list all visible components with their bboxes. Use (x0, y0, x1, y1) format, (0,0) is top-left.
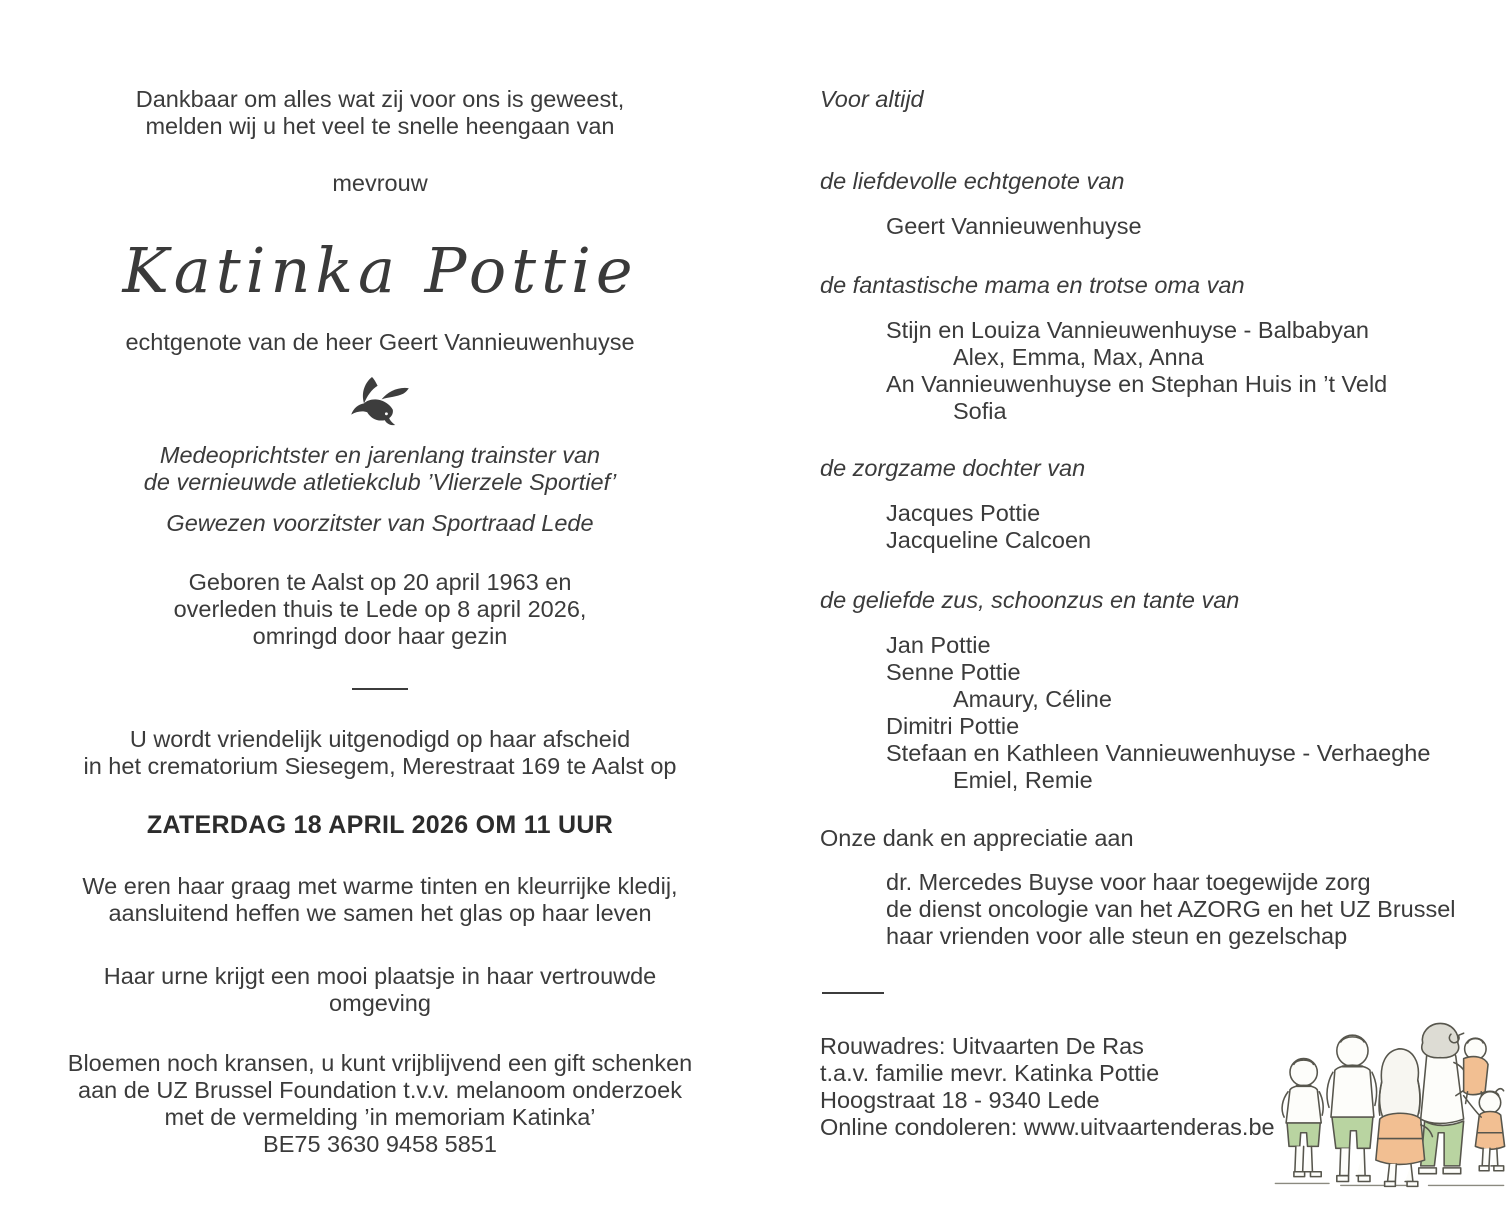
section-label-spouse: de liefdevolle echtgenote van (820, 168, 1125, 194)
section-names (820, 500, 1480, 554)
family-name: An Vannieuwenhuyse en Stephan Huis in ’t Veld (886, 371, 1388, 397)
ceremony-datetime: ZATERDAG 18 APRIL 2026 OM 11 UUR (146, 811, 614, 839)
intro-line: Dankbaar om alles wat zij voor ons is geweest, (135, 86, 625, 112)
section-label-children: de fantastische mama en trotse oma van (820, 272, 1245, 298)
family-name: Dimitri Pottie (886, 713, 1020, 739)
invitation-line: U wordt vriendelijk uitgenodigd op haar afscheid (129, 726, 631, 752)
thanks-line: dr. Mercedes Buyse voor haar toegewijde zorg (886, 869, 1371, 895)
spouse-line: echtgenote van de heer Geert Vannieuwenhuyse (125, 329, 635, 355)
thanks-heading: Onze dank en appreciatie aan (820, 825, 1134, 851)
invitation-line: in het crematorium Siesegem, Merestraat 169 te Aalst op (83, 753, 677, 779)
life-dates-text (60, 569, 700, 650)
family-name: Jacqueline Calcoen (886, 527, 1092, 553)
address-line: t.a.v. familie mevr. Katinka Pottie (820, 1060, 1160, 1086)
role-second-line: Gewezen voorzitster van Sportraad Lede (166, 510, 594, 536)
role-line: Medeoprichtster en jarenlang trainster van (159, 442, 601, 468)
divider-line (352, 688, 408, 690)
family-name: Jacques Pottie (886, 500, 1041, 526)
family-name: Stijn en Louiza Vannieuwenhuyse - Balbabyan (886, 317, 1369, 343)
divider-line (822, 992, 884, 994)
left-column (60, 86, 700, 1158)
section-names (820, 317, 1480, 425)
urn-line: Haar urne krijgt een mooi plaatsje in haar vertrouwde omgeving (103, 963, 657, 1016)
life-line: omringd door haar gezin (252, 623, 508, 649)
family-name: Jan Pottie (886, 632, 991, 658)
donation-text (60, 1050, 700, 1158)
family-name: Emiel, Remie (953, 767, 1093, 793)
life-line: Geboren te Aalst op 20 april 1963 en (188, 569, 572, 595)
address-line: Rouwadres: Uitvaarten De Ras (820, 1033, 1144, 1059)
section-label-siblings: de geliefde zus, schoonzus en tante van (820, 587, 1240, 613)
family-name: Senne Pottie (886, 659, 1021, 685)
life-line: overleden thuis te Lede op 8 april 2026, (173, 596, 587, 622)
dress-line: We eren haar graag met warme tinten en kleurrijke kledij, (82, 873, 678, 899)
section-label-parents: de zorgzame dochter van (820, 455, 1086, 481)
dress-code-text (60, 873, 700, 927)
deceased-name: Katinka Pottie (122, 234, 638, 307)
thanks-line: de dienst oncologie van het AZORG en het UZ Brussel (886, 896, 1456, 922)
donation-line: Bloemen noch kransen, u kunt vrijblijvend een gift schenken (67, 1050, 693, 1076)
family-name: Amaury, Céline (953, 686, 1112, 712)
dress-line: aansluitend heffen we samen het glas op haar leven (108, 900, 652, 926)
family-group-drawing (1272, 1002, 1507, 1202)
forever-heading: Voor altijd (820, 86, 924, 112)
donation-line: aan de UZ Brussel Foundation t.v.v. melanoom onderzoek (78, 1077, 682, 1103)
right-column (820, 86, 1480, 1141)
section-names (820, 213, 1480, 240)
donation-line: met de vermelding ’in memoriam Katinka’ (164, 1104, 596, 1130)
salutation: mevrouw (332, 170, 428, 196)
family-name: Geert Vannieuwenhuyse (886, 213, 1142, 239)
family-name: Alex, Emma, Max, Anna (953, 344, 1204, 370)
roles-text (60, 442, 700, 496)
role-line: de vernieuwde atletiekclub ’Vlierzele Sportief’ (143, 469, 617, 495)
family-name: Sofia (953, 398, 1007, 424)
address-line: Hoogstraat 18 - 9340 Lede (820, 1087, 1100, 1113)
thanks-text (820, 869, 1480, 950)
donation-account-number: BE75 3630 9458 5851 (263, 1131, 497, 1157)
swallow-icon (60, 372, 700, 430)
intro-text (60, 86, 700, 140)
invitation-text (60, 726, 700, 780)
section-names (820, 632, 1480, 794)
intro-line: melden wij u het veel te snelle heengaan van (145, 113, 615, 139)
condolence-url: Online condoleren: www.uitvaartenderas.be (820, 1114, 1275, 1140)
family-name: Stefaan en Kathleen Vannieuwenhuyse - Verhaeghe (886, 740, 1431, 766)
thanks-line: haar vrienden voor alle steun en gezelschap (886, 923, 1348, 949)
